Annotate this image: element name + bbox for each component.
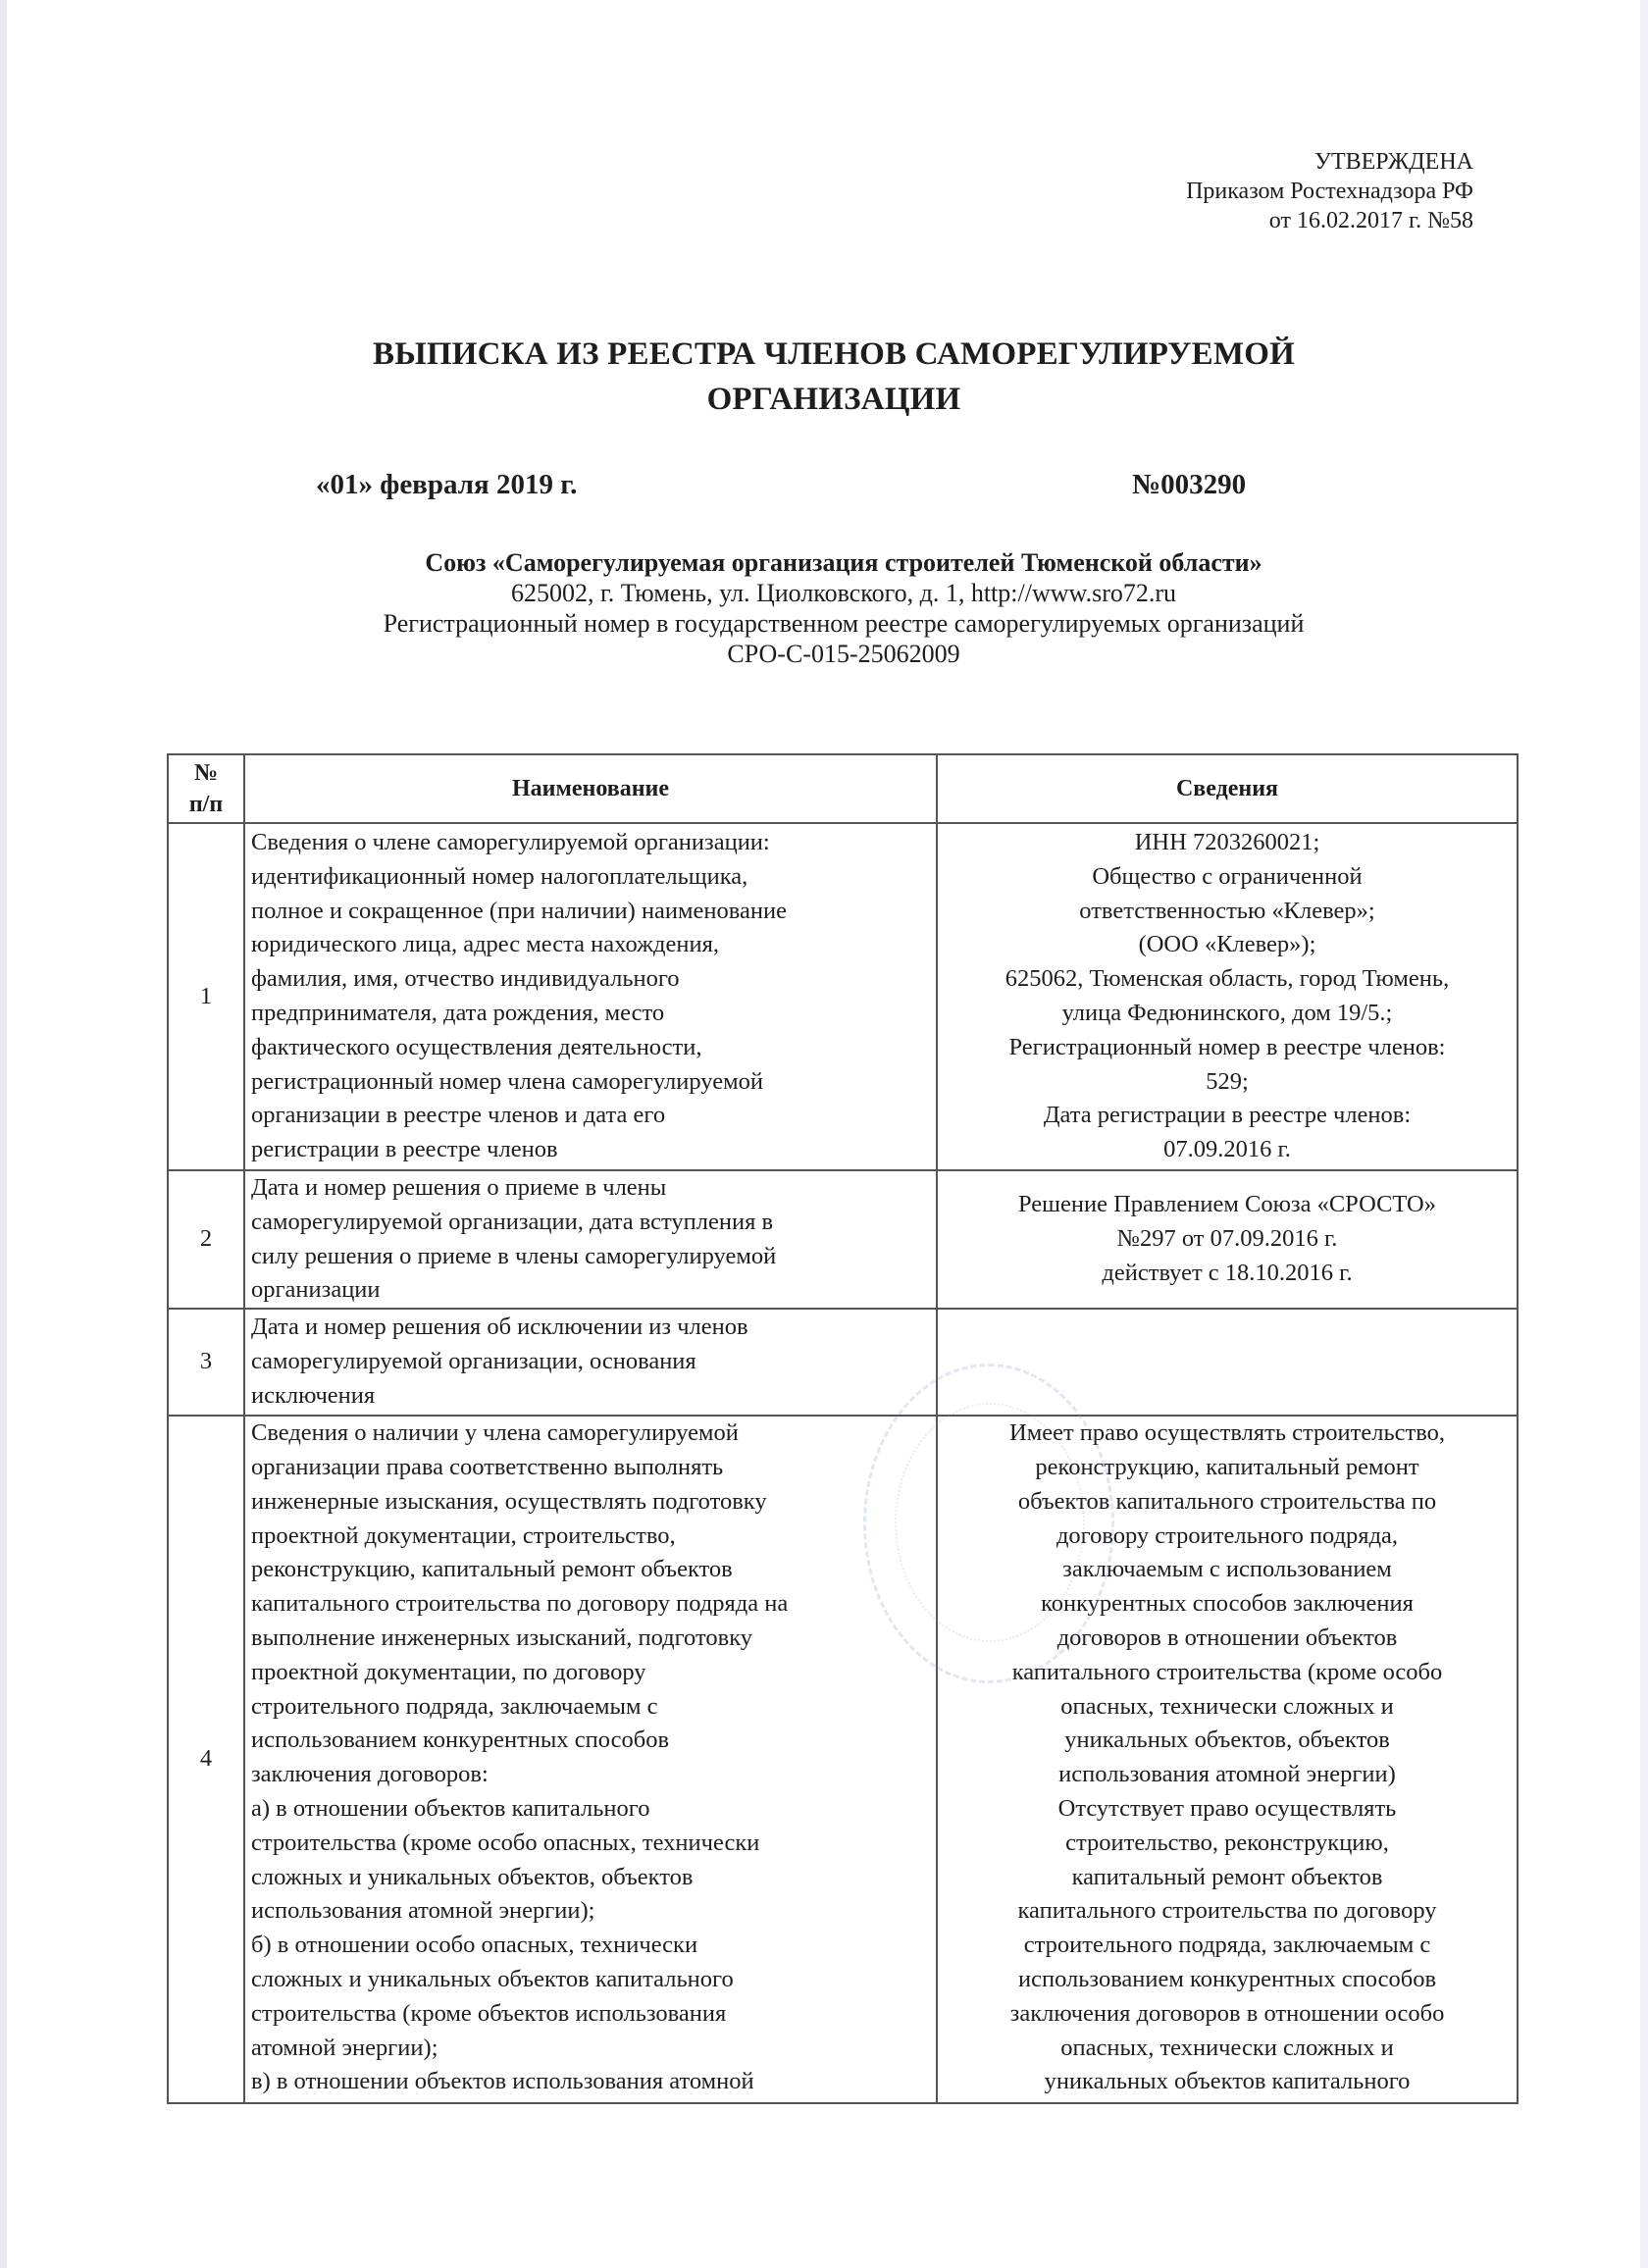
- cell-text-line: действует с 18.10.2016 г.: [1102, 1259, 1353, 1286]
- registry-number: СРО-С-015-25062009: [727, 640, 960, 668]
- row-number: 1: [168, 823, 244, 1170]
- cell-text-line: проектной документации, строительство,: [251, 1521, 676, 1549]
- cell-text-line: заключения договоров в отношении особо: [1009, 1999, 1445, 2027]
- cell-text-line: капитальный ремонт объектов: [1071, 1863, 1383, 1890]
- cell-text-line: а) в отношении объектов капитального: [251, 1794, 650, 1822]
- cell-text-line: ИНН 7203260021;: [1134, 829, 1320, 856]
- cell-text-line: использованием конкурентных способов: [1017, 1965, 1437, 1992]
- cell-text-line: №297 от 07.09.2016 г.: [1116, 1225, 1338, 1253]
- cell-text-line: заключаемым с использованием: [1062, 1556, 1392, 1583]
- cell-text-line: капитального строительства по договору подряда на: [251, 1590, 789, 1618]
- cell-text-line: 625062, Тюменская область, город Тюмень,: [1004, 965, 1450, 993]
- extract-number: №003290: [1132, 469, 1247, 500]
- cell-text-line: конкурентных способов заключения: [1041, 1590, 1414, 1618]
- title-line-2: ОРГАНИЗАЦИИ: [706, 382, 961, 417]
- cell-text-line: исключения: [251, 1382, 376, 1410]
- cell-text-line: объектов капитального строительства по: [1017, 1487, 1437, 1515]
- cell-text-line: строительства (кроме объектов использования: [251, 1999, 727, 2027]
- cell-text-line: Сведения о члене саморегулируемой организации:: [251, 829, 770, 856]
- cell-text-line: силу решения о приеме в члены саморегулируемой: [251, 1242, 777, 1269]
- row-info: [937, 1309, 1518, 1416]
- cell-text-line: Имеет право осуществлять строительство,: [1009, 1419, 1445, 1447]
- header-num: № п/п: [168, 754, 244, 823]
- cell-text-line: Дата регистрации в реестре членов:: [1043, 1102, 1412, 1129]
- cell-text-line: заключения договоров:: [251, 1761, 489, 1788]
- cell-text-line: полное и сокращенное (при наличии) наименование: [251, 897, 787, 924]
- cell-text-line: фактического осуществления деятельности,: [251, 1033, 702, 1060]
- cell-text-line: Решение Правлением Союза «СРОСТО»: [1017, 1191, 1437, 1218]
- cell-text-line: организации: [251, 1276, 381, 1304]
- cell-text-line: саморегулируемой организации, основания: [251, 1348, 696, 1375]
- cell-text-line: использованием конкурентных способов: [251, 1727, 670, 1754]
- cell-text-line: сложных и уникальных объектов, объектов: [251, 1863, 694, 1890]
- cell-text-line: капитального строительства по договору: [1017, 1897, 1437, 1925]
- cell-text-line: организации в реестре членов и дата его: [251, 1102, 666, 1129]
- registry-table: [167, 753, 1519, 2104]
- cell-text-line: использования атомной энергии): [1058, 1761, 1396, 1788]
- header-name: Наименование: [244, 754, 937, 823]
- cell-text-line: уникальных объектов капитального: [1044, 2068, 1411, 2095]
- table-row: [168, 1170, 1518, 1309]
- cell-text-line: опасных, технически сложных и: [1060, 1692, 1394, 1720]
- cell-text-line: выполнение инженерных изысканий, подготовку: [251, 1624, 752, 1651]
- cell-text-line: опасных, технически сложных и: [1060, 2034, 1394, 2061]
- organization-block: [167, 547, 1520, 669]
- cell-text-line: Дата и номер решения об исключении из членов: [251, 1314, 748, 1341]
- cell-text-line: регистрационный номер члена саморегулируемой: [251, 1067, 763, 1095]
- approval-order: Приказом Ростехнадзора РФ: [1186, 179, 1473, 204]
- cell-text-line: ответственностью «Клевер»;: [1079, 897, 1375, 924]
- row-info: [937, 1416, 1518, 2103]
- approval-block: [1186, 147, 1473, 235]
- cell-text-line: реконструкцию, капитальный ремонт: [1035, 1453, 1419, 1480]
- row-info: [937, 1170, 1518, 1309]
- cell-text-line: атомной энергии);: [251, 2034, 438, 2061]
- row-number: 4: [168, 1416, 244, 2103]
- organization-name: Союз «Саморегулируемая организация строителей Тюменской области»: [425, 548, 1262, 577]
- cell-text-line: идентификационный номер налогоплательщика,: [251, 862, 748, 890]
- row-number: 2: [168, 1170, 244, 1309]
- row-info: [937, 823, 1518, 1170]
- table-row: [168, 1416, 1518, 2103]
- cell-text-line: уникальных объектов, объектов: [1064, 1727, 1390, 1754]
- row-name: [244, 1309, 937, 1416]
- cell-text-line: (ООО «Клевер»);: [1138, 931, 1316, 958]
- cell-text-line: Сведения о наличии у члена саморегулируемой: [251, 1419, 739, 1447]
- cell-text-line: проектной документации, по договору: [251, 1658, 646, 1685]
- cell-text-line: фамилия, имя, отчество индивидуального: [251, 965, 680, 993]
- row-name: [244, 1416, 937, 2103]
- organization-address: 625002, г. Тюмень, ул. Циолковского, д. 1, http://www.sro72.ru: [510, 579, 1177, 607]
- table-row: [168, 1309, 1518, 1416]
- cell-text-line: саморегулируемой организации, дата вступления в: [251, 1208, 774, 1235]
- cell-text-line: инженерные изыскания, осуществлять подготовку: [251, 1487, 767, 1515]
- cell-text-line: Отсутствует право осуществлять: [1057, 1794, 1397, 1822]
- cell-text-line: регистрации в реестре членов: [251, 1136, 558, 1163]
- cell-text-line: организации права соответственно выполнять: [251, 1453, 724, 1480]
- approval-heading: УТВЕРЖДЕНА: [1313, 149, 1473, 175]
- row-number: 3: [168, 1309, 244, 1416]
- scan-edge-right: [1640, 0, 1648, 2268]
- cell-text-line: Общество с ограниченной: [1092, 862, 1363, 890]
- cell-text-line: улица Федюнинского, дом 19/5.;: [1061, 1000, 1393, 1026]
- approval-order-date: от 16.02.2017 г. №58: [1268, 208, 1473, 233]
- scan-edge-left: [0, 0, 7, 2268]
- cell-text-line: юридического лица, адрес места нахождения,: [251, 931, 719, 958]
- cell-text-line: строительного подряда, заключаемым с: [251, 1692, 658, 1720]
- header-info: Сведения: [937, 754, 1518, 823]
- row-name: [244, 1170, 937, 1309]
- extract-date: «01» февраля 2019 г.: [316, 469, 578, 500]
- cell-text-line: договору строительного подряда,: [1056, 1521, 1399, 1549]
- cell-text-line: б) в отношении особо опасных, технически: [251, 1932, 698, 1959]
- row-name: [244, 823, 937, 1170]
- cell-text-line: использования атомной энергии);: [251, 1897, 595, 1925]
- table-header-row: [168, 754, 1518, 823]
- cell-text-line: Регистрационный номер в реестре членов:: [1008, 1033, 1446, 1060]
- cell-text-line: 07.09.2016 г.: [1163, 1136, 1291, 1163]
- cell-text-line: договоров в отношении объектов: [1056, 1624, 1398, 1651]
- cell-text-line: капитального строительства (кроме особо: [1011, 1658, 1443, 1685]
- registry-label: Регистрационный номер в государственном реестре саморегулируемых организаций: [383, 609, 1305, 638]
- cell-text-line: Дата и номер решения о приеме в члены: [251, 1174, 667, 1201]
- cell-text-line: 529;: [1206, 1067, 1249, 1095]
- title-line-1: ВЫПИСКА ИЗ РЕЕСТРА ЧЛЕНОВ САМОРЕГУЛИРУЕМОЙ: [373, 336, 1295, 372]
- cell-text-line: сложных и уникальных объектов капитального: [251, 1965, 734, 1992]
- cell-text-line: строительства (кроме особо опасных, технически: [251, 1829, 760, 1856]
- cell-text-line: реконструкцию, капитальный ремонт объектов: [251, 1556, 733, 1583]
- cell-text-line: строительного подряда, заключаемым с: [1023, 1932, 1431, 1959]
- cell-text-line: в) в отношении объектов использования атомной: [251, 2068, 754, 2095]
- cell-text-line: предпринимателя, дата рождения, место: [251, 1000, 665, 1026]
- document-title: [294, 332, 1373, 422]
- cell-text-line: строительство, реконструкцию,: [1065, 1829, 1389, 1856]
- table-row: [168, 823, 1518, 1170]
